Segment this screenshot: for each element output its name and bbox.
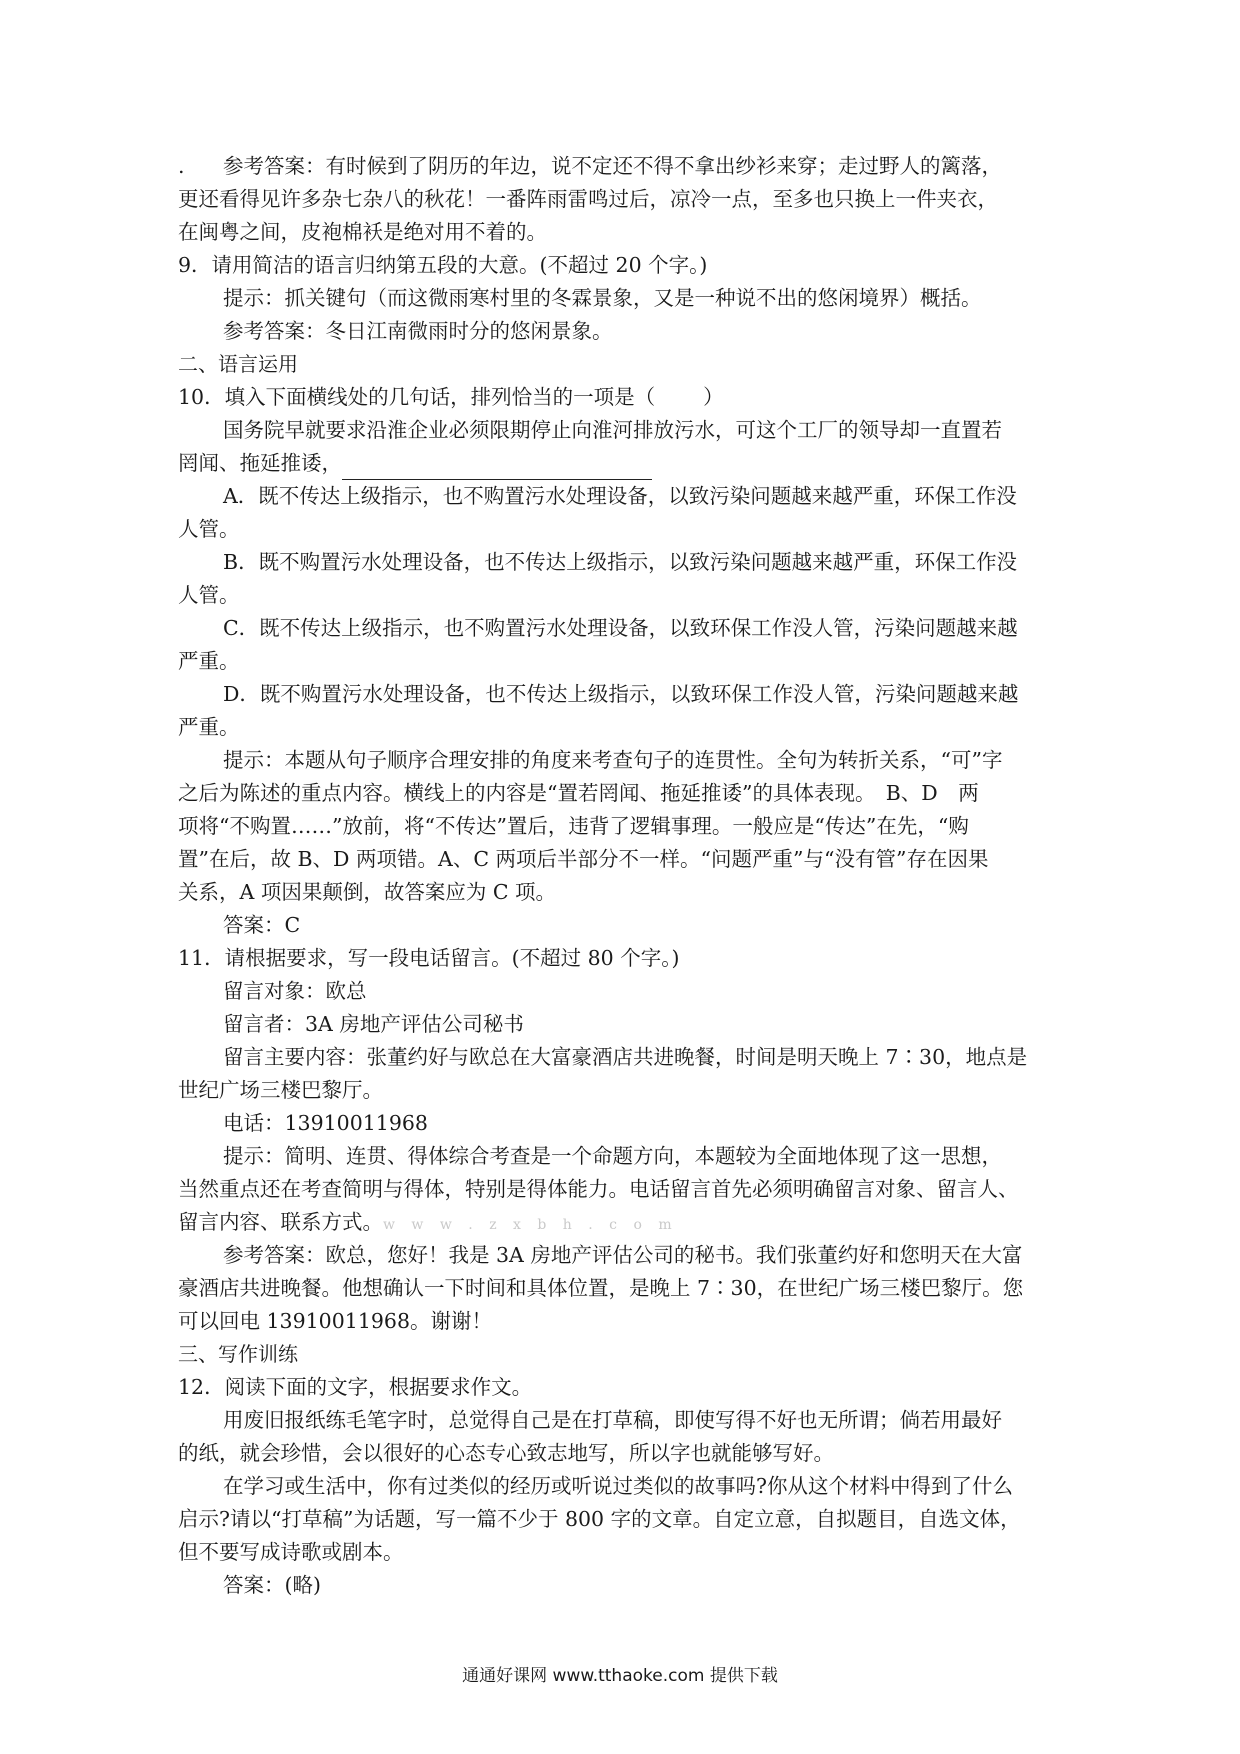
text-line: 在闽粤之间，皮袍棉袄是绝对用不着的。 bbox=[178, 220, 547, 244]
text-line: 关系，A 项因果颠倒，故答案应为 C 项。 bbox=[178, 880, 557, 904]
text-line: 豪酒店共进晚餐。他想确认一下时间和具体位置，是晚上 7∶30，在世纪广场三楼巴黎厅。您 bbox=[178, 1276, 1024, 1300]
answer-line: 答案：C bbox=[223, 913, 301, 937]
text-line: 置”在后，故 B、D 两项错。A、C 两项后半部分不一样。“问题严重”与“没有管”存在因果 bbox=[178, 847, 989, 871]
option-d: D．既不购置污水处理设备，也不传达上级指示，以致环保工作没人管，污染问题越来越 bbox=[223, 682, 1019, 706]
text-line: 严重。 bbox=[178, 715, 240, 739]
text-line: 世纪广场三楼巴黎厅。 bbox=[178, 1078, 383, 1102]
answer-line: 答案：(略) bbox=[223, 1573, 321, 1597]
option-a: A．既不传达上级指示，也不购置污水处理设备，以致污染问题越来越严重，环保工作没 bbox=[223, 484, 1017, 508]
text-line: 电话：13910011968 bbox=[223, 1111, 428, 1135]
stray-mark: . bbox=[178, 154, 185, 178]
option-b: B．既不购置污水处理设备，也不传达上级指示，以致污染问题越来越严重，环保工作没 bbox=[223, 550, 1018, 574]
hint-line: 提示：简明、连贯、得体综合考查是一个命题方向，本题较为全面地体现了这一思想， bbox=[223, 1144, 1002, 1168]
watermark: w w w . z x b h . c o m bbox=[383, 1217, 678, 1233]
answer-line: 参考答案：冬日江南微雨时分的悠闲景象。 bbox=[223, 319, 613, 343]
option-c: C．既不传达上级指示，也不购置污水处理设备，以致环保工作没人管，污染问题越来越 bbox=[223, 616, 1018, 640]
question-11: 11．请根据要求，写一段电话留言。(不超过 80 个字。) bbox=[178, 946, 680, 970]
text-line: . 参考答案：有时候到了阴历的年边，说不定还不得不拿出纱衫来穿；走过野人的篱落， bbox=[178, 150, 1068, 183]
text-line: 项将“不购置……”放前，将“不传达”置后，违背了逻辑事理。一般应是“传达”在先，“购 bbox=[178, 814, 969, 838]
question-9: 9．请用简洁的语言归纳第五段的大意。(不超过 20 个字。) bbox=[178, 253, 708, 277]
hint-line: 提示：抓关键句（而这微雨寒村里的冬霖景象，又是一种说不出的悠闲境界）概括。 bbox=[223, 286, 982, 310]
text-line: 留言对象：欧总 bbox=[223, 979, 367, 1003]
text-line: 更还看得见许多杂七杂八的秋花！一番阵雨雷鸣过后，凉冷一点，至多也只换上一件夹衣， bbox=[178, 187, 998, 211]
text-line: 在学习或生活中，你有过类似的经历或听说过类似的故事吗?你从这个材料中得到了什么 bbox=[223, 1474, 1013, 1498]
text-line: 但不要写成诗歌或剧本。 bbox=[178, 1540, 404, 1564]
text-line: 严重。 bbox=[178, 649, 240, 673]
answer-line: 参考答案：欧总，您好！我是 3A 房地产评估公司的秘书。我们张董约好和您明天在大富 bbox=[223, 1243, 1023, 1267]
text-line: 可以回电 13910011968。谢谢！ bbox=[178, 1309, 492, 1333]
hint-line: 提示：本题从句子顺序合理安排的角度来考查句子的连贯性。全句为转折关系，“可”字 bbox=[223, 748, 1003, 772]
document-body bbox=[178, 150, 1068, 1602]
text-line: 当然重点还在考查简明与得体，特别是得体能力。电话留言首先必须明确留言对象、留言人、 bbox=[178, 1177, 1019, 1201]
text-line: 国务院早就要求沿淮企业必须限期停止向淮河排放污水，可这个工厂的领导却一直置若 bbox=[223, 418, 1002, 442]
page-footer: 通通好课网 www.tthaoke.com 提供下载 bbox=[462, 1666, 778, 1686]
text-line: 留言主要内容：张董约好与欧总在大富豪酒店共进晚餐，时间是明天晚上 7∶30，地点是 bbox=[223, 1045, 1028, 1069]
text-line: 人管。 bbox=[178, 517, 240, 541]
section-heading: 三、写作训练 bbox=[178, 1342, 298, 1366]
text-line: 的纸，就会珍惜，会以很好的心态专心致志地写，所以字也就能够写好。 bbox=[178, 1441, 834, 1465]
text-line: 人管。 bbox=[178, 583, 240, 607]
question-10: 10．填入下面横线处的几句话，排列恰当的一项是（ ） bbox=[178, 385, 724, 409]
text-line: 之后为陈述的重点内容。横线上的内容是“置若罔闻、拖延推诿”的具体表现。 B、D 两 bbox=[178, 781, 979, 805]
text-line: 留言内容、联系方式。w w w . z x b h . c o m bbox=[178, 1210, 678, 1234]
fill-blank bbox=[342, 455, 652, 480]
question-12: 12．阅读下面的文字，根据要求作文。 bbox=[178, 1375, 533, 1399]
section-heading: 二、语言运用 bbox=[178, 352, 298, 376]
text-line: 启示?请以“打草稿”为话题，写一篇不少于 800 字的文章。自定立意，自拟题目，自选文体， bbox=[178, 1507, 1021, 1531]
text-line: 罔闻、拖延推诿， bbox=[178, 447, 1068, 480]
text-line: 留言者：3A 房地产评估公司秘书 bbox=[223, 1012, 524, 1036]
text-line: 用废旧报纸练毛笔字时，总觉得自己是在打草稿，即使写得不好也无所谓；倘若用最好 bbox=[223, 1408, 1002, 1432]
